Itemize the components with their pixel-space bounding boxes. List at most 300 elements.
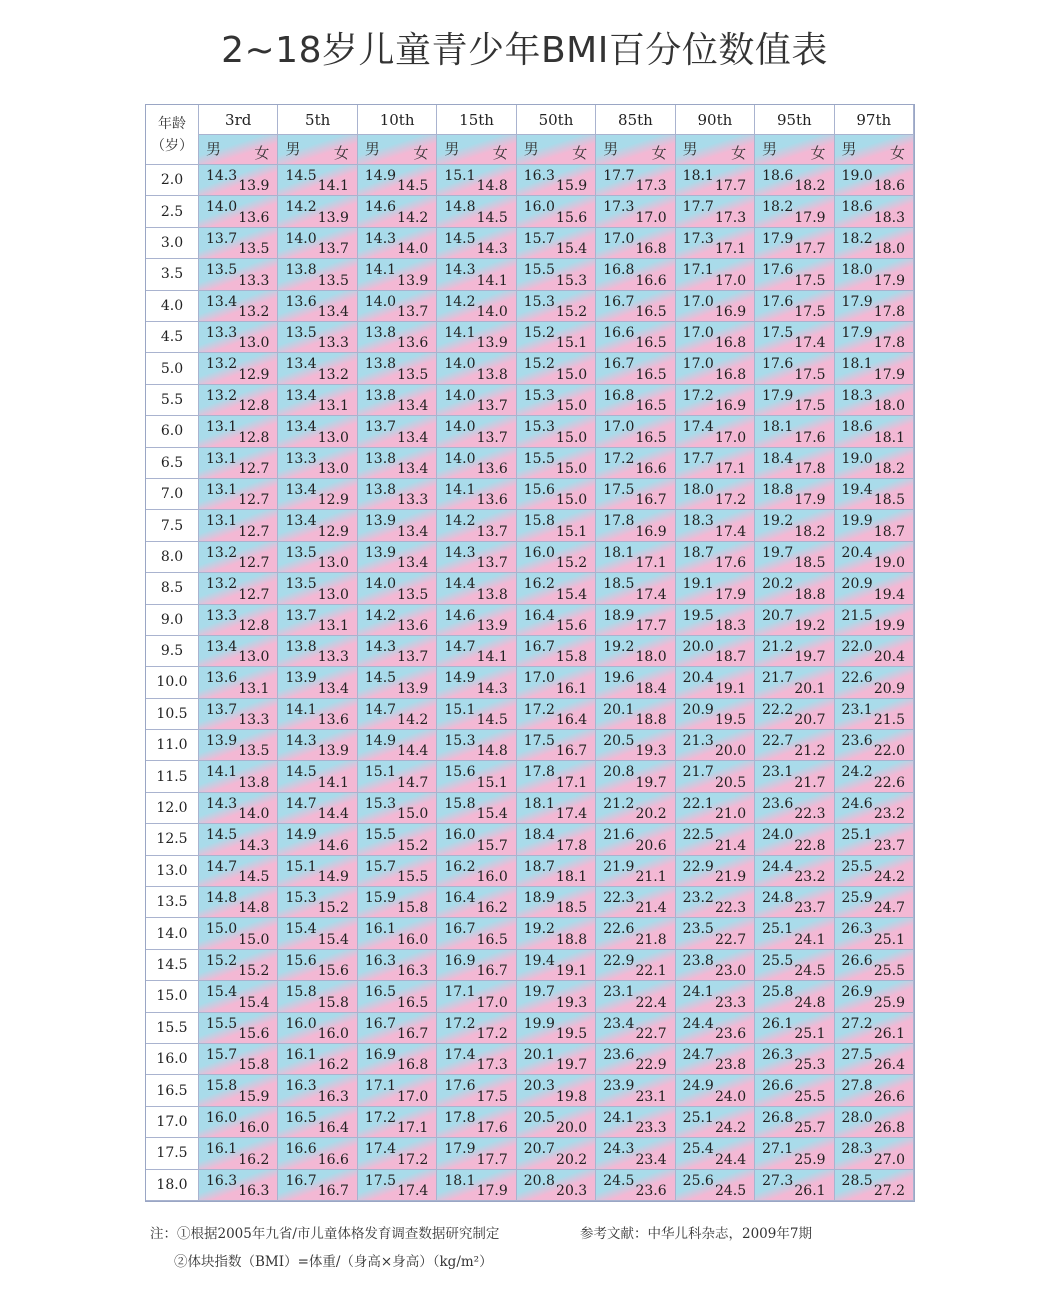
bmi-value-cell	[278, 981, 357, 1012]
male-value: 24.3	[603, 1141, 635, 1158]
male-value: 13.3	[206, 607, 238, 624]
age-cell: 10.0	[146, 667, 199, 698]
female-value: 14.5	[476, 712, 508, 729]
female-value: 14.8	[476, 178, 508, 195]
male-value: 22.2	[762, 701, 794, 718]
bmi-value-cell	[596, 573, 675, 604]
male-value: 16.7	[285, 1172, 317, 1189]
male-value: 13.1	[206, 481, 238, 498]
female-value: 17.0	[635, 209, 667, 226]
male-value: 20.8	[523, 1172, 555, 1189]
female-value: 17.3	[476, 1057, 508, 1074]
female-value: 18.8	[794, 586, 826, 603]
male-value: 21.3	[682, 733, 714, 750]
bmi-value-cell	[755, 793, 834, 824]
female-value: 18.1	[873, 429, 905, 446]
male-value: 14.7	[364, 701, 397, 718]
male-value: 19.2	[523, 921, 555, 938]
bmi-value-cell	[358, 165, 437, 196]
bmi-value-cell	[437, 573, 516, 604]
male-value: 18.1	[603, 544, 635, 561]
female-value: 20.0	[714, 743, 747, 760]
bmi-value-cell	[278, 1044, 357, 1075]
bmi-value-cell	[755, 542, 834, 573]
bmi-value-cell	[755, 699, 834, 730]
female-value: 12.7	[238, 586, 270, 603]
male-value: 19.2	[603, 638, 635, 655]
bmi-value-cell	[755, 1075, 834, 1106]
male-label: 男	[285, 140, 301, 158]
male-value: 17.0	[682, 324, 714, 341]
female-label: 女	[889, 144, 905, 162]
female-value: 16.5	[476, 931, 508, 948]
female-value: 21.9	[714, 869, 747, 886]
female-value: 20.6	[635, 837, 667, 854]
bmi-value-cell	[437, 950, 516, 981]
male-value: 13.7	[206, 230, 238, 247]
male-value: 16.3	[206, 1172, 238, 1189]
bmi-value-cell	[358, 730, 437, 761]
bmi-value-cell	[437, 761, 516, 792]
male-value: 17.7	[682, 199, 714, 216]
bmi-value-cell	[517, 1013, 596, 1044]
male-value: 22.9	[682, 858, 714, 875]
bmi-value-cell	[199, 196, 278, 227]
female-value: 16.6	[317, 1151, 349, 1168]
male-value: 14.7	[285, 795, 317, 812]
male-label: 男	[762, 140, 778, 158]
male-value: 16.3	[364, 952, 397, 969]
male-value: 14.5	[444, 230, 476, 247]
female-value: 20.1	[794, 680, 826, 697]
male-label: 男	[444, 140, 460, 158]
bmi-value-cell	[755, 448, 834, 479]
female-value: 26.8	[873, 1120, 905, 1137]
male-value: 13.2	[206, 544, 238, 561]
female-value: 15.6	[556, 617, 588, 634]
bmi-value-cell	[199, 793, 278, 824]
bmi-value-cell	[596, 479, 675, 510]
female-value: 20.7	[794, 712, 826, 729]
male-value: 20.9	[682, 701, 714, 718]
bmi-value-cell	[755, 950, 834, 981]
female-value: 13.6	[397, 617, 429, 634]
bmi-value-cell	[596, 259, 675, 290]
bmi-value-cell	[517, 699, 596, 730]
female-value: 17.5	[476, 1088, 508, 1105]
bmi-value-cell	[835, 856, 914, 887]
male-value: 19.0	[841, 168, 873, 184]
male-value: 13.8	[285, 262, 317, 279]
age-cell: 18.0	[146, 1170, 199, 1201]
female-value: 23.3	[635, 1120, 667, 1137]
female-value: 23.8	[714, 1057, 747, 1074]
male-value: 15.2	[523, 324, 555, 341]
bmi-value-cell	[358, 353, 437, 384]
bmi-value-cell	[199, 1170, 278, 1201]
female-value: 13.9	[397, 680, 429, 697]
bmi-value-cell	[517, 353, 596, 384]
male-value: 16.1	[285, 1047, 317, 1064]
sex-header	[835, 135, 914, 165]
female-value: 16.2	[317, 1057, 349, 1074]
male-value: 13.4	[285, 419, 317, 436]
male-value: 17.9	[762, 387, 794, 404]
bmi-value-cell	[278, 228, 357, 259]
male-value: 24.4	[762, 858, 794, 875]
female-value: 24.0	[714, 1088, 747, 1105]
bmi-value-cell	[755, 385, 834, 416]
female-value: 19.3	[635, 743, 667, 760]
age-cell: 5.5	[146, 385, 199, 416]
female-value: 23.6	[714, 1026, 747, 1043]
male-value: 27.5	[841, 1047, 873, 1064]
female-value: 13.7	[476, 555, 508, 572]
female-value: 21.5	[873, 712, 905, 729]
bmi-value-cell	[278, 793, 357, 824]
female-value: 13.7	[476, 429, 508, 446]
male-value: 14.1	[206, 764, 238, 781]
male-value: 18.4	[762, 450, 794, 467]
female-value: 12.9	[317, 492, 349, 509]
bmi-value-cell	[517, 259, 596, 290]
female-value: 20.5	[714, 774, 747, 791]
bmi-value-cell	[278, 1013, 357, 1044]
male-value: 20.7	[523, 1141, 555, 1158]
female-value: 17.9	[476, 1183, 508, 1199]
male-value: 13.3	[206, 324, 238, 341]
bmi-value-cell	[596, 918, 675, 949]
bmi-value-cell	[199, 667, 278, 698]
bmi-value-cell	[835, 353, 914, 384]
bmi-value-cell	[199, 1044, 278, 1075]
bmi-value-cell	[755, 196, 834, 227]
female-value: 16.4	[317, 1120, 349, 1137]
age-cell: 14.0	[146, 918, 199, 949]
female-value: 15.0	[556, 398, 588, 415]
female-value: 16.6	[635, 460, 667, 477]
female-value: 14.7	[397, 774, 429, 791]
male-value: 19.4	[841, 481, 873, 498]
bmi-value-cell	[596, 448, 675, 479]
percentile-header: 5th	[278, 105, 357, 135]
male-value: 14.2	[364, 607, 397, 624]
bmi-value-cell	[437, 699, 516, 730]
female-value: 14.6	[317, 837, 349, 854]
male-value: 17.0	[523, 670, 555, 687]
female-value: 21.7	[794, 774, 826, 791]
bmi-value-cell	[676, 856, 755, 887]
bmi-value-cell	[437, 291, 516, 322]
age-header	[146, 105, 199, 165]
female-value: 15.4	[238, 994, 270, 1011]
bmi-value-cell	[358, 699, 437, 730]
female-value: 17.1	[635, 555, 667, 572]
male-label: 男	[603, 140, 619, 158]
female-value: 16.2	[238, 1151, 270, 1168]
female-value: 17.9	[873, 366, 905, 383]
female-value: 22.3	[794, 806, 826, 823]
bmi-value-cell	[278, 730, 357, 761]
female-value: 14.4	[397, 743, 429, 760]
bmi-value-cell	[835, 448, 914, 479]
bmi-value-cell	[437, 448, 516, 479]
male-value: 13.9	[206, 733, 238, 750]
male-value: 16.9	[444, 952, 476, 969]
age-cell: 13.5	[146, 887, 199, 918]
age-cell: 2.0	[146, 165, 199, 196]
bmi-value-cell	[437, 1107, 516, 1138]
female-value: 13.4	[397, 523, 429, 540]
female-value: 16.3	[317, 1088, 349, 1105]
male-value: 17.9	[841, 324, 873, 341]
female-value: 15.2	[556, 555, 588, 572]
bmi-value-cell	[199, 605, 278, 636]
bmi-value-cell	[278, 699, 357, 730]
female-value: 15.9	[238, 1088, 270, 1105]
female-value: 18.6	[873, 178, 905, 195]
bmi-value-cell	[358, 479, 437, 510]
male-value: 13.3	[285, 450, 317, 467]
bmi-value-cell	[437, 887, 516, 918]
male-value: 18.0	[682, 481, 714, 498]
bmi-value-cell	[676, 322, 755, 353]
male-value: 14.8	[444, 199, 476, 216]
male-value: 13.6	[206, 670, 238, 687]
male-value: 15.4	[206, 984, 238, 1001]
female-value: 16.7	[556, 743, 588, 760]
age-cell: 8.0	[146, 542, 199, 573]
male-value: 14.3	[285, 733, 317, 750]
male-value: 17.7	[682, 450, 714, 467]
male-value: 27.2	[841, 1015, 873, 1032]
female-value: 26.4	[873, 1057, 905, 1074]
male-value: 17.6	[762, 356, 794, 373]
male-value: 20.1	[603, 701, 635, 718]
female-value: 12.8	[238, 429, 270, 446]
bmi-value-cell	[278, 165, 357, 196]
female-value: 19.0	[873, 555, 905, 572]
bmi-value-cell	[835, 918, 914, 949]
female-value: 13.6	[476, 460, 508, 477]
male-value: 16.7	[603, 293, 635, 310]
female-value: 14.0	[476, 303, 508, 320]
bmi-value-cell	[278, 573, 357, 604]
bmi-value-cell	[278, 636, 357, 667]
male-value: 23.6	[603, 1047, 635, 1064]
male-value: 28.0	[841, 1109, 873, 1126]
female-value: 16.0	[397, 931, 429, 948]
female-value: 13.2	[317, 366, 349, 383]
bmi-value-cell	[199, 322, 278, 353]
male-label: 男	[364, 140, 380, 158]
female-value: 13.9	[317, 209, 349, 226]
female-value: 19.9	[873, 617, 905, 634]
female-value: 13.7	[317, 241, 349, 258]
female-value: 13.4	[317, 680, 349, 697]
male-value: 13.6	[285, 293, 317, 310]
female-value: 16.2	[476, 900, 508, 917]
bmi-value-cell	[358, 1138, 437, 1169]
male-value: 24.1	[603, 1109, 635, 1126]
bmi-value-cell	[596, 385, 675, 416]
female-value: 17.9	[873, 272, 905, 289]
bmi-value-cell	[835, 385, 914, 416]
male-value: 13.1	[206, 450, 238, 467]
male-value: 14.5	[364, 670, 397, 687]
female-value: 12.8	[238, 398, 270, 415]
male-value: 18.7	[523, 858, 555, 875]
female-value: 27.0	[873, 1151, 905, 1168]
female-value: 17.3	[714, 209, 747, 226]
male-value: 14.0	[444, 387, 476, 404]
male-value: 15.6	[444, 764, 476, 781]
male-label: 男	[682, 140, 698, 158]
bmi-value-cell	[517, 385, 596, 416]
bmi-value-cell	[755, 824, 834, 855]
bmi-value-cell	[596, 824, 675, 855]
male-value: 13.7	[206, 701, 238, 718]
male-value: 15.5	[523, 450, 555, 467]
male-value: 16.7	[523, 638, 555, 655]
male-value: 17.8	[603, 513, 635, 530]
female-value: 13.9	[397, 272, 429, 289]
bmi-value-cell	[517, 730, 596, 761]
bmi-value-cell	[517, 196, 596, 227]
bmi-value-cell	[278, 1170, 357, 1201]
male-value: 17.4	[682, 419, 714, 436]
female-value: 21.2	[794, 743, 826, 760]
female-value: 18.5	[794, 555, 826, 572]
female-value: 23.7	[873, 837, 905, 854]
bmi-value-cell	[437, 322, 516, 353]
male-value: 15.1	[444, 168, 476, 184]
bmi-value-cell	[199, 416, 278, 447]
female-value: 17.5	[794, 272, 826, 289]
female-label: 女	[254, 144, 270, 162]
bmi-value-cell	[358, 981, 437, 1012]
male-value: 14.1	[364, 262, 397, 279]
bmi-value-cell	[676, 730, 755, 761]
male-value: 16.6	[285, 1141, 317, 1158]
female-value: 12.7	[238, 460, 270, 477]
male-value: 18.9	[603, 607, 635, 624]
male-value: 14.3	[364, 638, 397, 655]
age-cell: 15.0	[146, 981, 199, 1012]
female-value: 22.7	[714, 931, 747, 948]
age-cell: 7.0	[146, 479, 199, 510]
female-value: 15.3	[556, 272, 588, 289]
bmi-value-cell	[517, 887, 596, 918]
male-value: 19.2	[762, 513, 794, 530]
female-value: 15.8	[238, 1057, 270, 1074]
male-value: 16.1	[364, 921, 397, 938]
male-value: 13.2	[206, 576, 238, 593]
bmi-value-cell	[517, 573, 596, 604]
bmi-value-cell	[596, 793, 675, 824]
bmi-value-cell	[517, 636, 596, 667]
bmi-value-cell	[676, 165, 755, 196]
sex-header	[517, 135, 596, 165]
bmi-value-cell	[755, 1170, 834, 1201]
percentile-header: 90th	[676, 105, 755, 135]
percentile-header: 95th	[755, 105, 834, 135]
female-value: 18.7	[714, 649, 747, 666]
bmi-value-cell	[755, 1107, 834, 1138]
female-value: 14.0	[397, 241, 429, 258]
female-value: 17.1	[397, 1120, 429, 1137]
bmi-value-cell	[437, 1044, 516, 1075]
female-value: 12.9	[317, 523, 349, 540]
female-value: 14.8	[476, 743, 508, 760]
female-value: 12.7	[238, 492, 270, 509]
female-value: 15.4	[317, 931, 349, 948]
bmi-value-cell	[835, 950, 914, 981]
male-value: 21.5	[841, 607, 873, 624]
male-value: 19.7	[762, 544, 794, 561]
bmi-value-cell	[596, 1075, 675, 1106]
bmi-table	[145, 104, 915, 1202]
male-value: 17.2	[603, 450, 635, 467]
bmi-value-cell	[835, 196, 914, 227]
bmi-value-cell	[199, 730, 278, 761]
bmi-value-cell	[278, 510, 357, 541]
male-value: 17.9	[762, 230, 794, 247]
male-value: 17.3	[682, 230, 714, 247]
female-value: 17.5	[794, 366, 826, 383]
male-value: 17.0	[603, 230, 635, 247]
bmi-value-cell	[676, 416, 755, 447]
bmi-value-cell	[755, 981, 834, 1012]
age-cell: 6.5	[146, 448, 199, 479]
female-value: 15.5	[397, 869, 429, 886]
bmi-value-cell	[835, 1170, 914, 1201]
bmi-value-cell	[596, 761, 675, 792]
bmi-value-cell	[358, 1075, 437, 1106]
bmi-value-cell	[835, 699, 914, 730]
male-value: 14.9	[364, 168, 397, 184]
male-value: 20.7	[762, 607, 794, 624]
male-value: 24.0	[762, 827, 794, 844]
male-value: 20.9	[841, 576, 873, 593]
male-value: 27.1	[762, 1141, 794, 1158]
female-value: 17.5	[794, 303, 826, 320]
bmi-value-cell	[596, 1013, 675, 1044]
male-value: 18.1	[523, 795, 555, 812]
bmi-value-cell	[437, 1138, 516, 1169]
bmi-value-cell	[358, 636, 437, 667]
female-value: 15.2	[397, 837, 429, 854]
female-value: 23.2	[873, 806, 905, 823]
age-cell: 2.5	[146, 196, 199, 227]
male-value: 17.5	[762, 324, 794, 341]
sex-header	[358, 135, 437, 165]
male-value: 23.6	[762, 795, 794, 812]
bmi-value-cell	[676, 699, 755, 730]
bmi-value-cell	[517, 416, 596, 447]
female-value: 19.7	[635, 774, 667, 791]
female-value: 17.9	[794, 209, 826, 226]
male-value: 26.6	[762, 1078, 794, 1095]
bmi-value-cell	[835, 887, 914, 918]
bmi-value-cell	[278, 1107, 357, 1138]
bmi-value-cell	[517, 228, 596, 259]
female-value: 17.2	[397, 1151, 429, 1168]
bmi-value-cell	[755, 416, 834, 447]
male-value: 18.1	[682, 168, 714, 184]
bmi-value-cell	[517, 761, 596, 792]
male-value: 22.6	[841, 670, 873, 687]
